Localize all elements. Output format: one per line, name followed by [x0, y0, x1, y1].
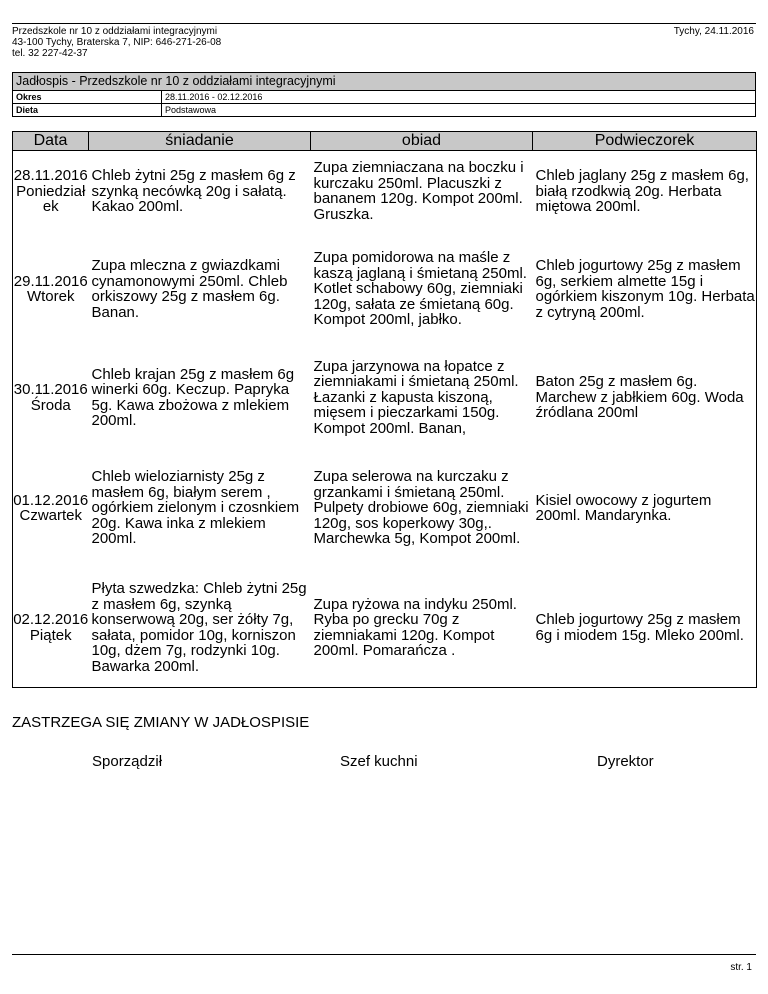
- menu-row: [13, 231, 757, 347]
- header-date: Data: [13, 132, 89, 151]
- top-rule: [12, 23, 756, 24]
- row-breakfast: Zupa mleczna z gwiazdkami cynamonowymi 250ml. Chleb orkiszowy 25g z masłem 6g. Banan.: [91, 257, 288, 321]
- row-lunch: Zupa ryżowa na indyku 250ml. Ryba po grecku 70g z ziemniakami 120g. Kompot 200ml. Pomarańcza .: [311, 568, 533, 688]
- row-date: 30.11.2016 Środa: [13, 347, 89, 448]
- organization-name: Przedszkole nr 10 z oddziałami integracyjnymi: [12, 26, 218, 37]
- period-label: Okres: [13, 91, 162, 104]
- menu-change-notice: ZASTRZEGA SIĘ ZMIANY W JADŁOSPISIE: [12, 714, 310, 731]
- row-breakfast: Chleb krajan 25g z masłem 6g winerki 60g. Keczup. Papryka 5g. Kawa zbożowa z mlekiem 200ml.: [91, 365, 295, 429]
- menu-row: [13, 347, 757, 448]
- row-breakfast: Płyta szwedzka: Chleb żytni 25g z masłem 6g, szynką konserwową 20g, ser żółty 7g, sałata, pomidor 10g, korniszon 10g, dżem 7g, rodzynki 10g. Bawarka 200ml.: [89, 568, 311, 688]
- row-snack: Kisiel owocowy z jogurtem 200ml. Mandarynka.: [533, 448, 757, 568]
- row-date: 02.12.2016 Piątek: [13, 568, 89, 688]
- signature-director: Dyrektor: [597, 753, 654, 770]
- header-breakfast: śniadanie: [89, 132, 311, 151]
- menu-row: [13, 448, 757, 568]
- page-number: str. 1: [730, 962, 752, 973]
- menu-row: [13, 151, 757, 231]
- menu-title: Jadłospis - Przedszkole nr 10 z oddziałami integracyjnymi: [13, 73, 756, 91]
- diet-label: Dieta: [13, 104, 162, 117]
- organization-phone: tel. 32 227-42-37: [12, 48, 88, 59]
- row-date: 29.11.2016 Wtorek: [13, 231, 89, 347]
- row-lunch: Zupa pomidorowa na maśle z kaszą jaglaną i śmietaną 250ml. Kotlet schabowy 60g, ziemniaki 120g, sałata ze śmietaną 60g. Kompot 200ml, jabłko.: [313, 249, 527, 329]
- menu-info-table: [12, 72, 756, 117]
- header-lunch: obiad: [311, 132, 533, 151]
- info-row-diet: [13, 104, 756, 117]
- diet-value: Podstawowa: [162, 104, 756, 117]
- signature-head-chef: Szef kuchni: [340, 753, 418, 770]
- row-breakfast: Chleb wieloziarnisty 25g z masłem 6g, białym serem , ogórkiem zielonym i czosnkiem 20g. Kawa inka z mlekiem 200ml.: [91, 468, 300, 548]
- menu-row: [13, 568, 757, 688]
- row-date: 01.12.2016 Czwartek: [13, 448, 89, 568]
- menu-header-row: [13, 132, 757, 151]
- header-snack: Podwieczorek: [533, 132, 757, 151]
- row-lunch: Zupa ziemniaczana na boczku i kurczaku 250ml. Placuszki z bananem 120g. Kompot 200ml. Gruszka.: [313, 159, 524, 223]
- row-snack: Chleb jogurtowy 25g z masłem 6g i miodem 15g. Mleko 200ml.: [533, 568, 757, 688]
- organization-address: 43-100 Tychy, Braterska 7, NIP: 646-271-26-08: [12, 37, 222, 48]
- info-row-period: [13, 91, 756, 104]
- row-snack: Chleb jogurtowy 25g z masłem 6g, serkiem almette 15g i ogórkiem kiszonym 10g. Herbata z cytryną 200ml.: [533, 231, 757, 347]
- row-snack: Chleb jaglany 25g z masłem 6g, białą rzodkwią 20g. Herbata miętowa 200ml.: [533, 151, 757, 231]
- bottom-rule: [12, 954, 756, 955]
- row-snack: Baton 25g z masłem 6g. Marchew z jabłkiem 60g. Woda źródlana 200ml: [533, 347, 757, 448]
- row-lunch: Zupa jarzynowa na łopatce z ziemniakami i śmietaną 250ml. Łazanki z kapusta kiszoną, mięsem i pieczarkami 150g. Kompot 200ml. Banan,: [313, 357, 519, 437]
- period-value: 28.11.2016 - 02.12.2016: [162, 91, 756, 104]
- place-and-date: Tychy, 24.11.2016: [673, 26, 754, 37]
- row-lunch: Zupa selerowa na kurczaku z grzankami i śmietaną 250ml. Pulpety drobiowe 60g, ziemniaki 120g, sos koperkowy 30g,. Marchewka 5g, Kompot 200ml.: [313, 468, 529, 548]
- weekly-menu-table: [12, 131, 757, 688]
- row-date: 28.11.2016 Poniedziałek: [13, 151, 89, 231]
- row-breakfast: Chleb żytni 25g z masłem 6g z szynką necówką 20g i sałatą. Kakao 200ml.: [91, 167, 296, 215]
- signature-prepared-by: Sporządził: [92, 753, 163, 770]
